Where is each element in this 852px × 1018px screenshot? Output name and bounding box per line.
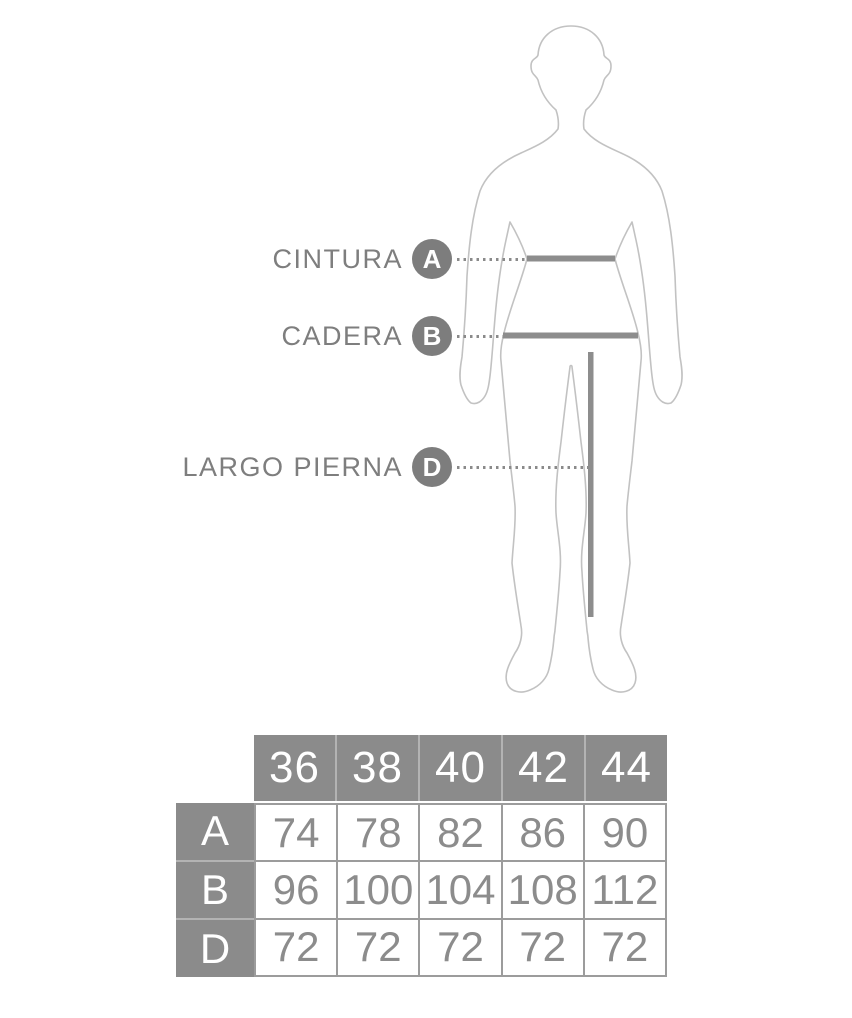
row-label-b: B <box>176 862 254 919</box>
largo-pierna-label: LARGO PIERNA <box>182 451 403 482</box>
cell-a-44: 90 <box>585 805 665 860</box>
measurement-row-cintura <box>170 239 527 279</box>
leg-length-measurement-bar <box>588 352 594 617</box>
cell-a-38: 78 <box>338 805 418 860</box>
leader-line-b <box>457 335 503 338</box>
cell-b-36: 96 <box>256 862 336 917</box>
badge-d-icon: D <box>412 447 452 487</box>
hip-measurement-bar <box>503 333 638 339</box>
cell-d-44: 72 <box>585 920 665 975</box>
measurement-row-cadera <box>170 316 503 356</box>
size-column-header-38: 38 <box>337 735 418 801</box>
badge-a-icon: A <box>412 239 452 279</box>
measurement-row-largo-pierna <box>170 447 588 487</box>
leader-line-d <box>457 466 588 469</box>
cell-d-36: 72 <box>256 920 336 975</box>
cell-d-42: 72 <box>503 920 583 975</box>
size-column-header-40: 40 <box>420 735 501 801</box>
waist-measurement-bar <box>527 256 615 262</box>
cell-b-44: 112 <box>585 862 665 917</box>
size-table-header-row <box>254 735 667 801</box>
cell-d-38: 72 <box>338 920 418 975</box>
row-label-a: A <box>176 803 254 860</box>
body-outline-figure <box>440 20 720 710</box>
cell-a-36: 74 <box>256 805 336 860</box>
cell-a-40: 82 <box>420 805 500 860</box>
size-column-header-42: 42 <box>503 735 584 801</box>
body-silhouette <box>460 26 682 692</box>
size-table-row-labels <box>176 803 254 977</box>
size-table <box>176 735 667 978</box>
cell-a-42: 86 <box>503 805 583 860</box>
size-table-values <box>254 803 667 977</box>
cadera-label: CADERA <box>281 320 403 351</box>
cell-b-40: 104 <box>420 862 500 917</box>
size-column-header-44: 44 <box>586 735 667 801</box>
cell-b-38: 100 <box>338 862 418 917</box>
size-column-header-36: 36 <box>254 735 335 801</box>
cell-b-42: 108 <box>503 862 583 917</box>
cell-d-40: 72 <box>420 920 500 975</box>
badge-b-icon: B <box>412 316 452 356</box>
cintura-label: CINTURA <box>272 243 403 274</box>
row-label-d: D <box>176 920 254 977</box>
leader-line-a <box>457 258 527 261</box>
